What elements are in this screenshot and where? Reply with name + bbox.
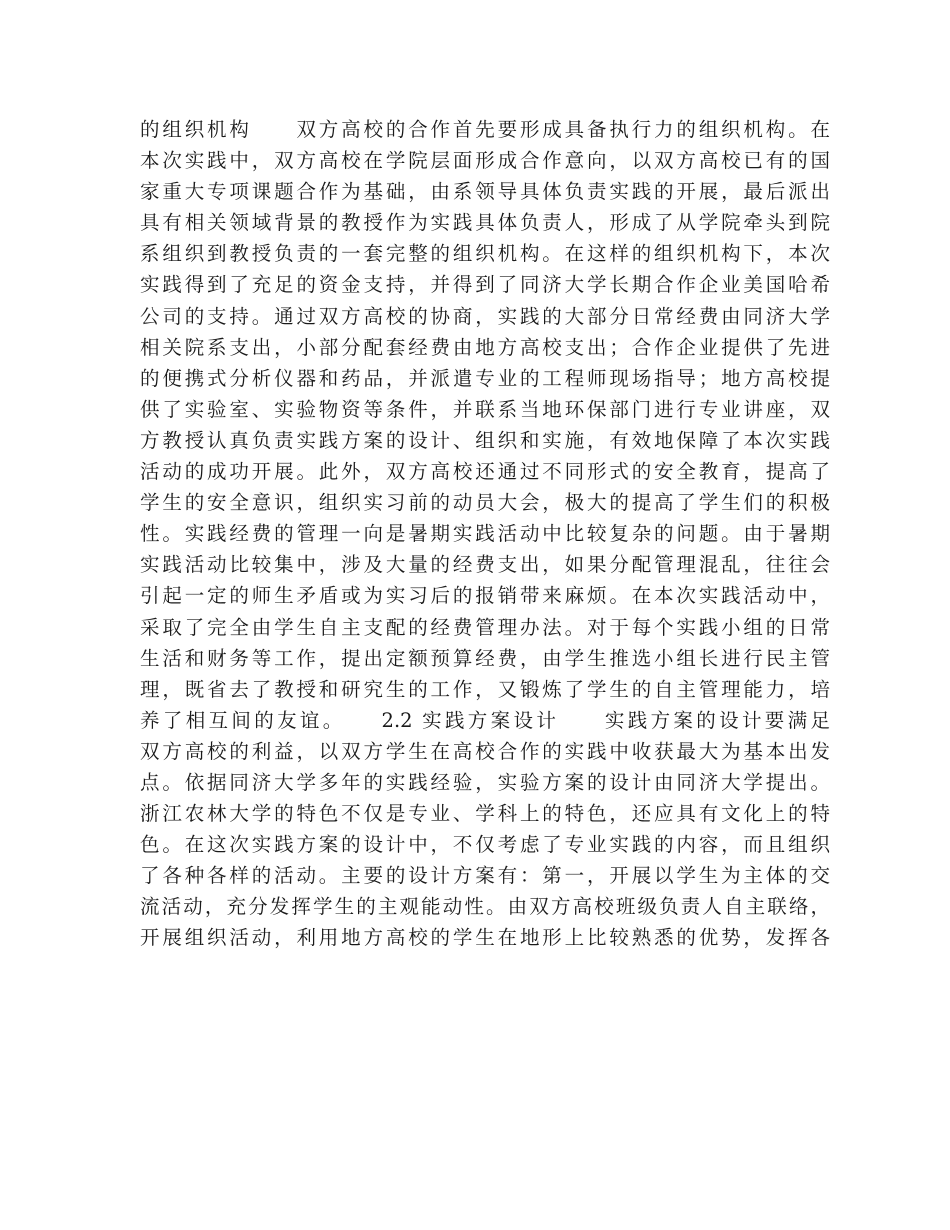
body-text xyxy=(140,114,830,954)
text-line: 养了相互间的友谊。 2.2 实践方案设计 实践方案的设计要满足 xyxy=(140,708,830,732)
text-line: 系组织到教授负责的一套完整的组织机构。在这样的组织机构下，本次 xyxy=(140,242,830,266)
text-line: 实践得到了充足的资金支持，并得到了同济大学长期合作企业美国哈希 xyxy=(140,273,830,297)
text-line: 的便携式分析仪器和药品，并派遣专业的工程师现场指导；地方高校提 xyxy=(140,366,830,390)
text-line: 具有相关领域背景的教授作为实践具体负责人，形成了从学院牵头到院 xyxy=(140,211,830,235)
text-line: 采取了完全由学生自主支配的经费管理办法。对于每个实践小组的日常 xyxy=(140,615,830,639)
text-line: 流活动，充分发挥学生的主观能动性。由双方高校班级负责人自主联络， xyxy=(140,895,830,919)
text-line: 本次实践中，双方高校在学院层面形成合作意向，以双方高校已有的国 xyxy=(140,149,830,173)
text-line: 色。在这次实践方案的设计中，不仅考虑了专业实践的内容，而且组织 xyxy=(140,833,830,857)
text-line: 活动的成功开展。此外，双方高校还通过不同形式的安全教育，提高了 xyxy=(140,460,830,484)
text-line: 引起一定的师生矛盾或为实习后的报销带来麻烦。在本次实践活动中， xyxy=(140,584,830,608)
text-line: 双方高校的利益，以双方学生在高校合作的实践中收获最大为基本出发 xyxy=(140,739,830,763)
text-line: 相关院系支出，小部分配套经费由地方高校支出；合作企业提供了先进 xyxy=(140,335,830,359)
text-line: 公司的支持。通过双方高校的协商，实践的大部分日常经费由同济大学 xyxy=(140,304,830,328)
text-line: 的组织机构 双方高校的合作首先要形成具备执行力的组织机构。在 xyxy=(140,118,830,141)
text-line: 了各种各样的活动。主要的设计方案有：第一，开展以学生为主体的交 xyxy=(140,864,830,888)
text-line: 实践活动比较集中，涉及大量的经费支出，如果分配管理混乱，往往会 xyxy=(140,553,830,577)
text-line: 供了实验室、实验物资等条件，并联系当地环保部门进行专业讲座，双 xyxy=(140,397,830,421)
text-line: 性。实践经费的管理一向是暑期实践活动中比较复杂的问题。由于暑期 xyxy=(140,522,830,546)
text-line: 学生的安全意识，组织实习前的动员大会，极大的提高了学生们的积极 xyxy=(140,491,830,515)
text-line: 浙江农林大学的特色不仅是专业、学科上的特色，还应具有文化上的特 xyxy=(140,802,830,826)
text-line: 生活和财务等工作，提出定额预算经费，由学生推选小组长进行民主管 xyxy=(140,646,830,670)
text-line: 开展组织活动，利用地方高校的学生在地形上比较熟悉的优势，发挥各 xyxy=(140,926,830,950)
text-line: 理，既省去了教授和研究生的工作，又锻炼了学生的自主管理能力，培 xyxy=(140,677,830,701)
text-line: 点。依据同济大学多年的实践经验，实验方案的设计由同济大学提出。 xyxy=(140,770,830,794)
text-line: 家重大专项课题合作为基础，由系领导具体负责实践的开展，最后派出 xyxy=(140,180,830,204)
text-line: 方教授认真负责实践方案的设计、组织和实施，有效地保障了本次实践 xyxy=(140,428,830,452)
